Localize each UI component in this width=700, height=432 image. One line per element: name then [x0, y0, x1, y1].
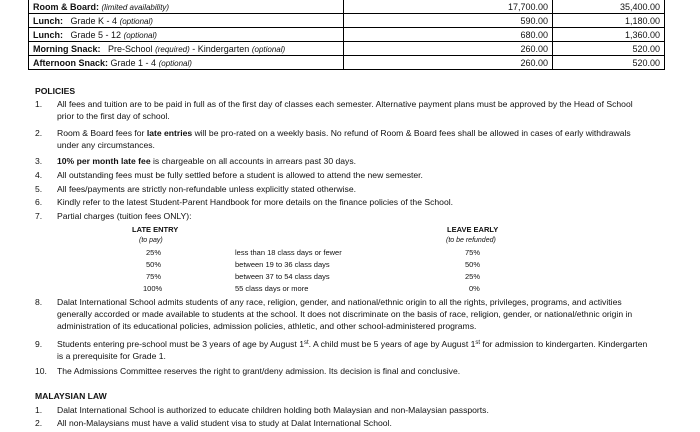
policy-text: . A child must be 5 years of age by August 1 [308, 339, 476, 349]
policy-emphasis: 10% per month late fee [57, 156, 151, 166]
row-label-text: Grade 5 - 12 [70, 29, 122, 40]
late-entry-header: LATE ENTRY [132, 225, 179, 234]
row-label-note: (optional) [158, 58, 192, 68]
policy-text: Students entering pre-school must be 3 years of age by August 1 [57, 339, 304, 349]
fee-value: 1,360.00 [553, 28, 665, 42]
policy-item [57, 98, 633, 122]
row-label-note: (required) [155, 44, 190, 54]
policy-text: generally accorded or made available to students at the school. It does not discriminate on the basis of race, religion, gender, or national/ethnic origin in [57, 309, 633, 319]
row-label-bold: Afternoon Snack: [33, 57, 109, 68]
law-item: Dalat International School is authorized to educate children holding both Malaysian and non-Malaysian passports. [57, 405, 489, 415]
late-entry-value: 25% [146, 248, 162, 257]
fee-value: 680.00 [344, 28, 553, 42]
row-label-note: (optional) [123, 30, 157, 40]
row-label [29, 14, 344, 28]
fee-value: 1,180.00 [553, 14, 665, 28]
row-label-bold: Room & Board: [33, 1, 99, 12]
fee-value: 520.00 [553, 42, 665, 56]
row-label-note: (limited availability) [101, 2, 170, 12]
row-label-bold: Morning Snack: [33, 43, 101, 54]
row-label-text: Grade K - 4 [70, 15, 118, 26]
list-number: 1. [35, 99, 43, 109]
table-row [29, 28, 665, 42]
list-number: 2. [35, 418, 43, 428]
policy-text: will be pro-rated on a weekly basis. No refund of Room & Board fees shall be allowed in cases of early withdrawals [192, 128, 631, 138]
malaysian-law-heading: MALAYSIAN LAW [35, 391, 107, 401]
row-label-bold: Lunch: [33, 29, 63, 40]
table-row [29, 56, 665, 70]
leave-early-value: 75% [465, 248, 481, 257]
list-number: 10. [35, 366, 47, 376]
late-entry-value: 75% [146, 272, 162, 281]
row-label [29, 42, 344, 56]
list-number: 7. [35, 211, 43, 221]
list-number: 4. [35, 170, 43, 180]
leave-early-header: LEAVE EARLY [447, 225, 499, 234]
fee-value: 590.00 [344, 14, 553, 28]
list-number: 8. [35, 297, 43, 307]
late-entry-value: 50% [146, 260, 162, 269]
class-days-range: between 19 to 36 class days [235, 260, 330, 269]
class-days-range: between 37 to 54 class days [235, 272, 330, 281]
law-item: All non-Malaysians must have a valid student visa to study at Dalat International School. [57, 418, 392, 428]
fee-value: 260.00 [344, 42, 553, 56]
table-row [29, 42, 665, 56]
row-label-note: (optional) [119, 16, 153, 26]
policy-item: The Admissions Committee reserves the right to grant/deny admission. Its decision is final and conclusive. [57, 366, 461, 376]
list-number: 2. [35, 128, 43, 138]
policy-text: is chargeable on all accounts in arrears past 30 days. [150, 156, 357, 166]
policy-text: prior to the first day of school. [57, 111, 170, 121]
policy-text: administration of its educational policies, admission policies, athletic, and other school-administered programs. [57, 321, 477, 331]
row-label [29, 0, 344, 14]
class-days-range: 55 class days or more [235, 284, 309, 293]
policy-item [57, 296, 632, 332]
fee-table [28, 0, 665, 70]
fee-value: 35,400.00 [553, 0, 665, 14]
leave-early-value: 25% [465, 272, 481, 281]
list-number: 5. [35, 184, 43, 194]
class-days-range: less than 18 class days or fewer [235, 248, 342, 257]
policy-text: Dalat International School admits students of any race, religion, gender, and national/ethnic origin to all the rights, privileges, programs, and activities [57, 297, 622, 307]
row-label [29, 28, 344, 42]
fee-value: 260.00 [344, 56, 553, 70]
policy-item: All fees/payments are strictly non-refundable unless explicitly stated otherwise. [57, 184, 357, 194]
row-label [29, 56, 344, 70]
superscript: st [475, 340, 481, 346]
leave-early-sub: (to be refunded) [446, 237, 496, 244]
table-row [29, 0, 665, 14]
fee-value: 17,700.00 [344, 0, 553, 14]
policy-text: All fees and tuition are to be paid in full as of the first day of classes each semester. Alternative payment plans must be approved by the Head of School [57, 99, 633, 109]
list-number: 6. [35, 197, 43, 207]
superscript: st [303, 340, 309, 346]
policy-emphasis: late entries [146, 128, 193, 138]
row-label-text: Grade 1 - 4 [110, 57, 157, 68]
policy-text: for admission to kindergarten. Kindergarten [480, 339, 648, 349]
policy-item: All outstanding fees must be fully settled before a student is allowed to attend the new semester. [57, 170, 423, 180]
row-label-bold: Lunch: [33, 15, 63, 26]
late-entry-sub: (to pay) [139, 237, 163, 244]
policy-text: under any circumstances. [57, 140, 155, 150]
list-number: 1. [35, 405, 43, 415]
policy-text: Room & Board fees for [57, 128, 147, 138]
row-label-text: Pre-School [108, 43, 153, 54]
policy-item [57, 155, 356, 167]
row-label-text: - Kindergarten [192, 43, 250, 54]
late-entry-value: 100% [143, 284, 163, 293]
policy-text: is a prerequisite for Grade 1. [57, 351, 166, 361]
leave-early-value: 0% [469, 284, 480, 293]
table-row [29, 14, 665, 28]
list-number: 9. [35, 339, 43, 349]
policy-item [57, 127, 631, 151]
policy-item: Kindly refer to the latest Student-Parent Handbook for more details on the finance policies of the School. [57, 197, 454, 207]
policy-item: Partial charges (tuition fees ONLY): [57, 211, 192, 221]
leave-early-value: 50% [465, 260, 481, 269]
list-number: 3. [35, 156, 43, 166]
row-label-note: (optional) [251, 44, 286, 54]
policy-item [57, 338, 647, 362]
policies-heading: POLICIES [35, 86, 76, 96]
fee-value: 520.00 [553, 56, 665, 70]
